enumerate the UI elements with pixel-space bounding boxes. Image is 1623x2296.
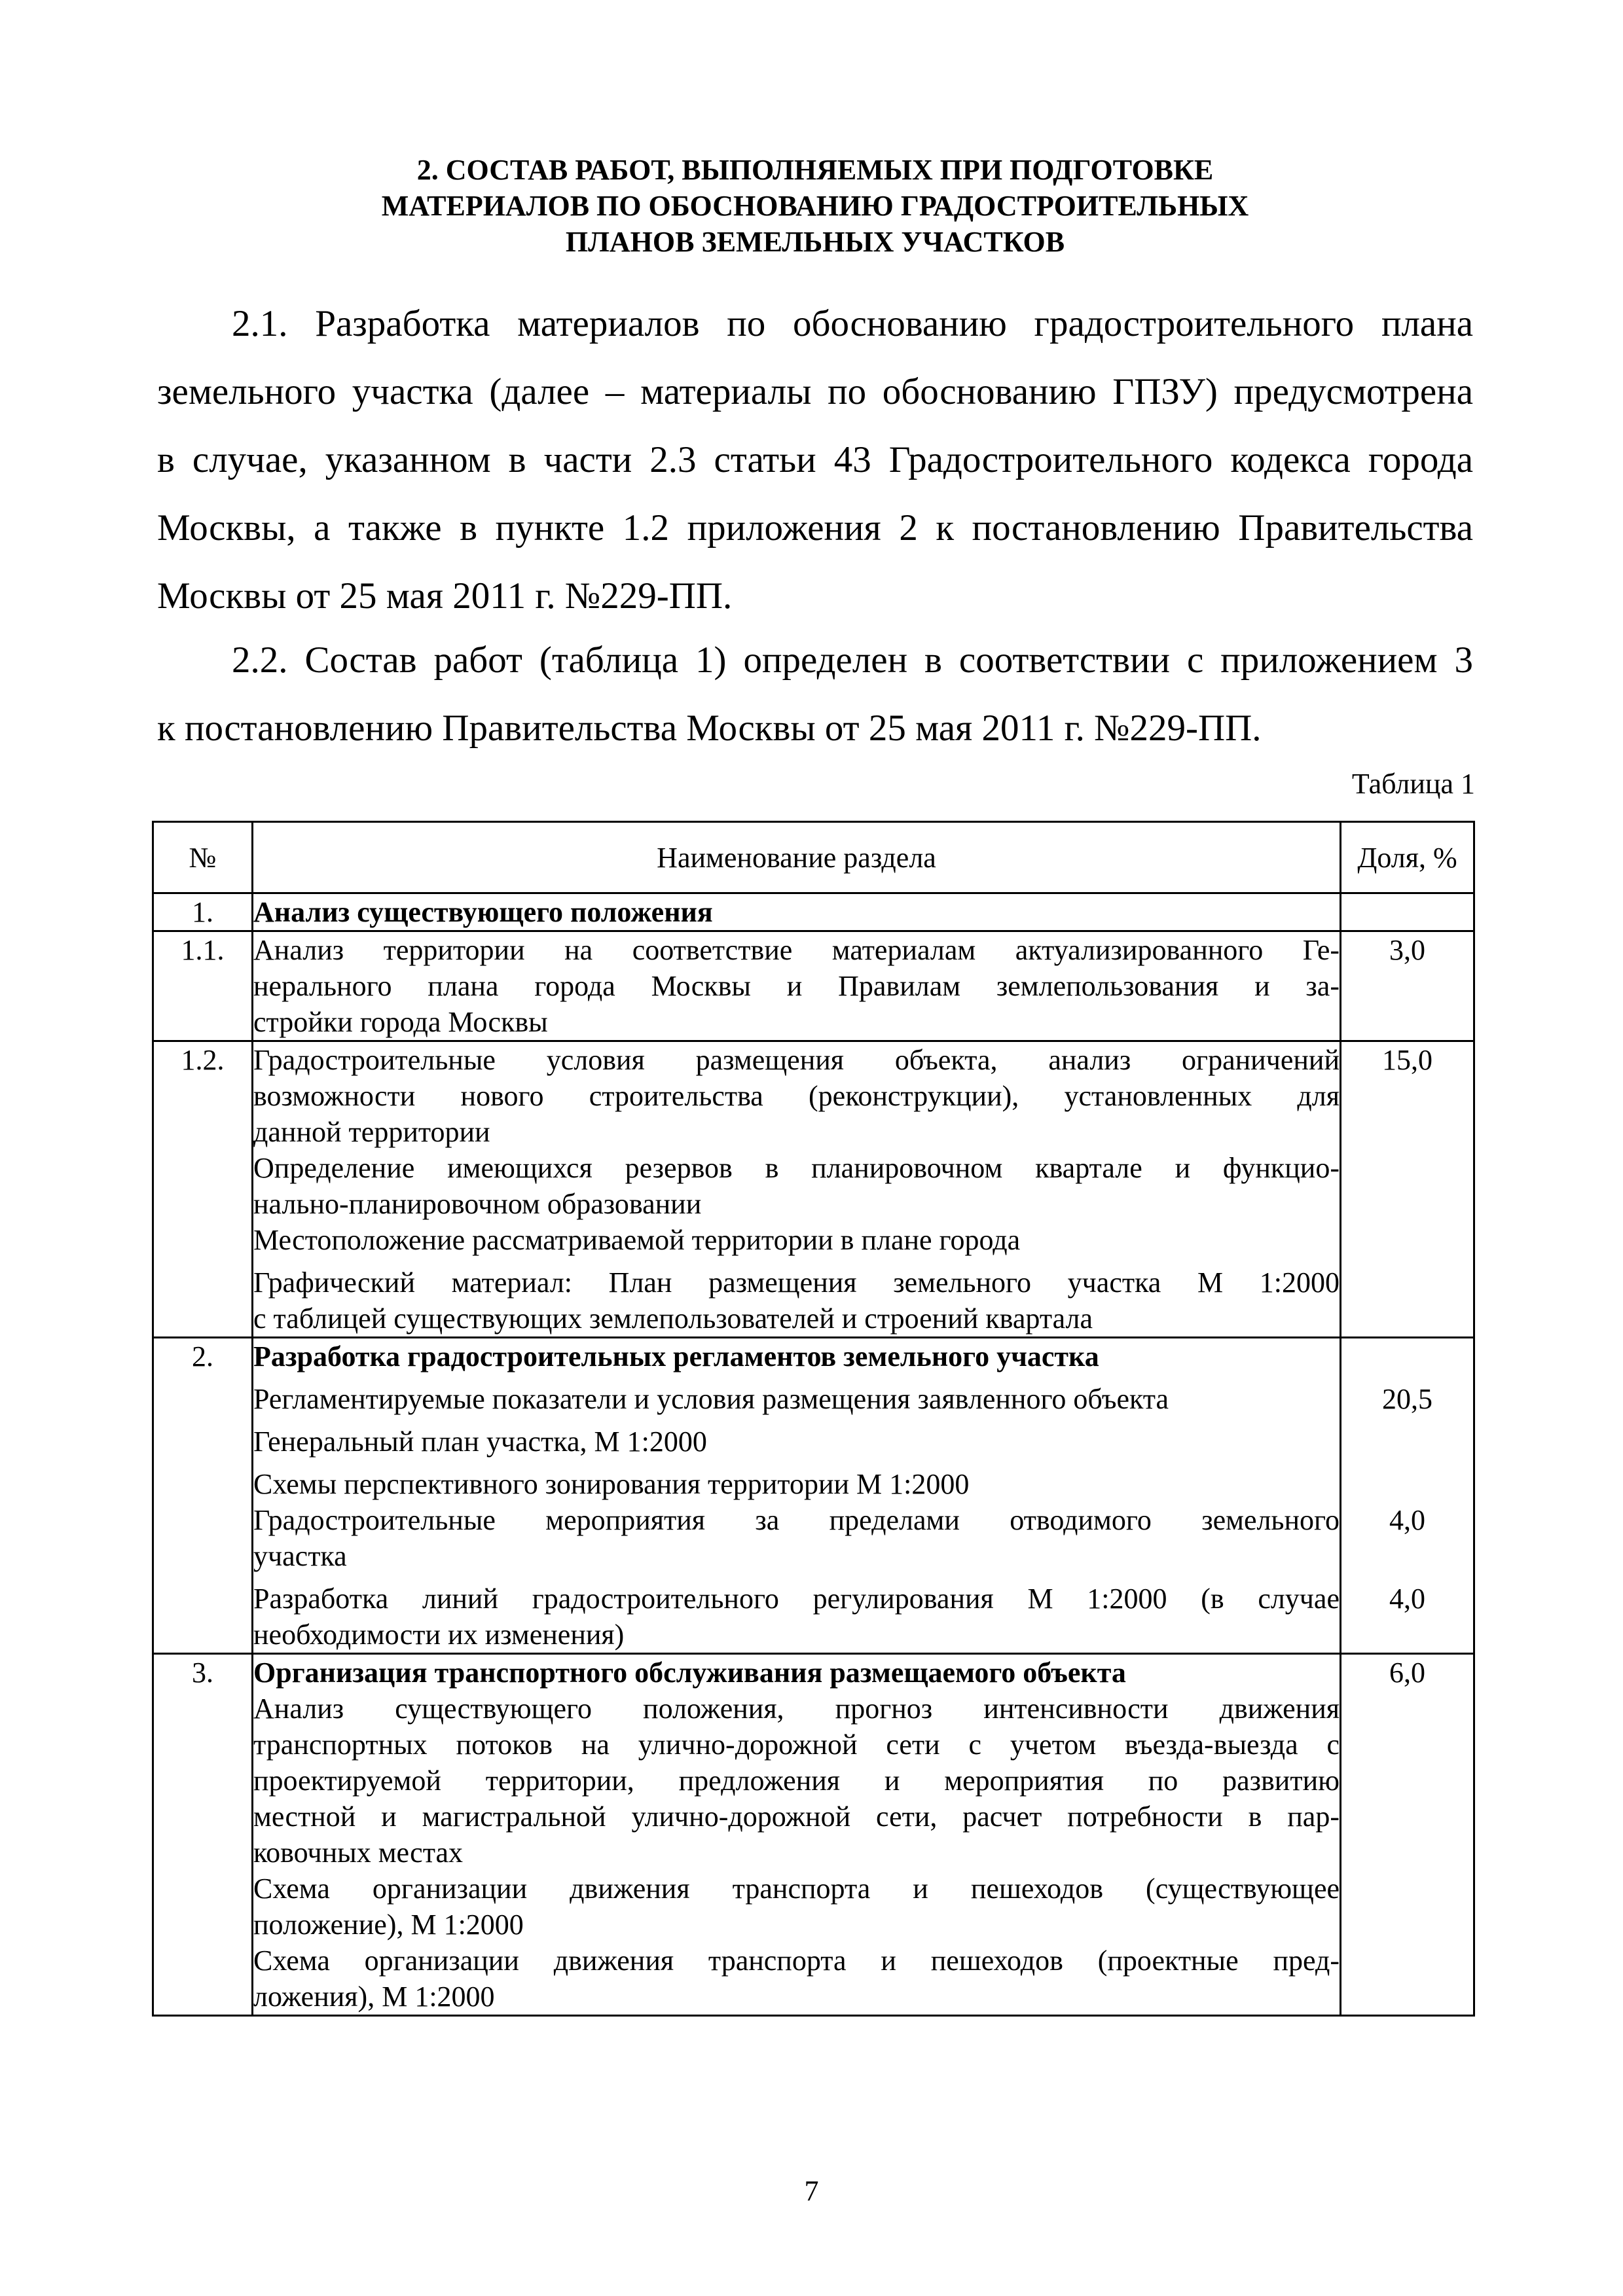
row-section-title: Организация транспортного обслуживания размещаемого объекта (253, 1657, 1126, 1689)
description-line: Анализ существующего положения, прогноз интенсивности движения (253, 1693, 1340, 1725)
description-line: положение), М 1:2000 (253, 1909, 524, 1941)
row-share: 6,0 (1341, 1654, 1474, 2016)
column-header-num: № (153, 822, 253, 893)
description-line: проектируемой территории, предложения и мероприятия по развитию (253, 1765, 1340, 1797)
heading-line: 2. СОСТАВ РАБОТ, ВЫПОЛНЯЕМЫХ ПРИ ПОДГОТОВКЕ (416, 154, 1214, 186)
row-description (253, 1654, 1341, 2016)
description-line: данной территории (253, 1116, 490, 1148)
description-line: Графический материал: План размещения земельного участка М 1:2000 (253, 1266, 1340, 1299)
paragraph-line: земельного участка (далее – материалы по обоснованию ГПЗУ) предусмотрена (157, 371, 1473, 412)
page-number: 7 (804, 2175, 819, 2207)
row-section-title: Разработка градостроительных регламентов земельного участка (253, 1340, 1099, 1372)
table-row (153, 1654, 1474, 2016)
share-value: 4,0 (1389, 1504, 1425, 1536)
table-row (153, 893, 1474, 931)
description-line: нально-планировочном образовании (253, 1188, 702, 1220)
paragraph-line: к постановлению Правительства Москвы от 25 мая 2011 г. №229-ПП. (157, 708, 1262, 749)
description-line: Анализ территории на соответствие материалам актуализированного Ге- (253, 934, 1340, 966)
description-line: местной и магистральной улично-дорожной сети, расчет потребности в пар- (253, 1801, 1340, 1833)
row-number: 1. (153, 893, 253, 931)
description-line: Определение имеющихся резервов в планировочном квартале и функцио- (253, 1152, 1340, 1184)
paragraph-2-2 (157, 626, 1473, 762)
row-number: 3. (153, 1654, 253, 2016)
description-line: транспортных потоков на улично-дорожной сети с учетом въезда-выезда с (253, 1729, 1340, 1761)
description-line: Градостроительные мероприятия за пределами отводимого земельного (253, 1504, 1340, 1536)
table-row (153, 1338, 1474, 1654)
paragraph-line: Москвы, а также в пункте 1.2 приложения 2 к постановлению Правительства (157, 507, 1473, 548)
description-line: Схемы перспективного зонирования территории М 1:2000 (253, 1468, 970, 1500)
description-line: Схема организации движения транспорта и пешеходов (существующее (253, 1873, 1340, 1905)
row-section-title: Анализ существующего положения (253, 893, 1341, 931)
works-table (152, 821, 1475, 2017)
heading-line: МАТЕРИАЛОВ ПО ОБОСНОВАНИЮ ГРАДОСТРОИТЕЛЬНЫХ (381, 190, 1249, 222)
table-caption: Таблица 1 (1351, 768, 1475, 800)
description-line: нерального плана города Москвы и Правилам землепользования и за- (253, 970, 1340, 1002)
row-share: 15,0 (1341, 1041, 1474, 1338)
row-description (253, 1041, 1341, 1338)
paragraph-line: Москвы от 25 мая 2011 г. №229-ПП. (157, 575, 733, 617)
description-line: Градостроительные условия размещения объекта, анализ ограничений (253, 1044, 1340, 1076)
row-description (253, 1338, 1341, 1654)
row-share (1341, 893, 1474, 931)
paragraph-2-1 (157, 290, 1473, 630)
description-line: ложения), М 1:2000 (253, 1981, 495, 2013)
section-heading (157, 152, 1473, 260)
table-row (153, 931, 1474, 1041)
paragraph-line: 2.2. Состав работ (таблица 1) определен в соответствии с приложением 3 (232, 639, 1473, 681)
share-value: 4,0 (1389, 1583, 1425, 1615)
column-header-name: Наименование раздела (253, 822, 1341, 893)
description-line: участка (253, 1540, 347, 1572)
table-header-row (153, 822, 1474, 893)
share-value: 20,5 (1382, 1383, 1432, 1415)
description-line: Регламентируемые показатели и условия размещения заявленного объекта (253, 1383, 1169, 1415)
row-number: 1.1. (153, 931, 253, 1041)
description-line: с таблицей существующих землепользователей и строений квартала (253, 1302, 1093, 1335)
description-line: стройки города Москвы (253, 1006, 548, 1038)
row-number: 2. (153, 1338, 253, 1654)
description-line: Генеральный план участка, М 1:2000 (253, 1426, 707, 1458)
row-share: 3,0 (1341, 931, 1474, 1041)
description-line: Разработка линий градостроительного регулирования М 1:2000 (в случае (253, 1583, 1340, 1615)
table-row (153, 1041, 1474, 1338)
row-number: 1.2. (153, 1041, 253, 1338)
paragraph-line: в случае, указанном в части 2.3 статьи 43 Градостроительного кодекса города (157, 439, 1473, 480)
description-line: Схема организации движения транспорта и пешеходов (проектные пред- (253, 1945, 1340, 1977)
paragraph-line: 2.1. Разработка материалов по обоснованию градостроительного плана (232, 303, 1473, 344)
heading-line: ПЛАНОВ ЗЕМЕЛЬНЫХ УЧАСТКОВ (565, 226, 1065, 258)
description-line: возможности нового строительства (реконструкции), установленных для (253, 1080, 1340, 1112)
description-line: ковочных местах (253, 1837, 464, 1869)
description-line: Местоположение рассматриваемой территории в плане города (253, 1224, 1021, 1256)
row-description (253, 931, 1341, 1041)
description-line: необходимости их изменения) (253, 1619, 625, 1651)
row-share (1341, 1338, 1474, 1654)
column-header-share: Доля, % (1341, 822, 1474, 893)
